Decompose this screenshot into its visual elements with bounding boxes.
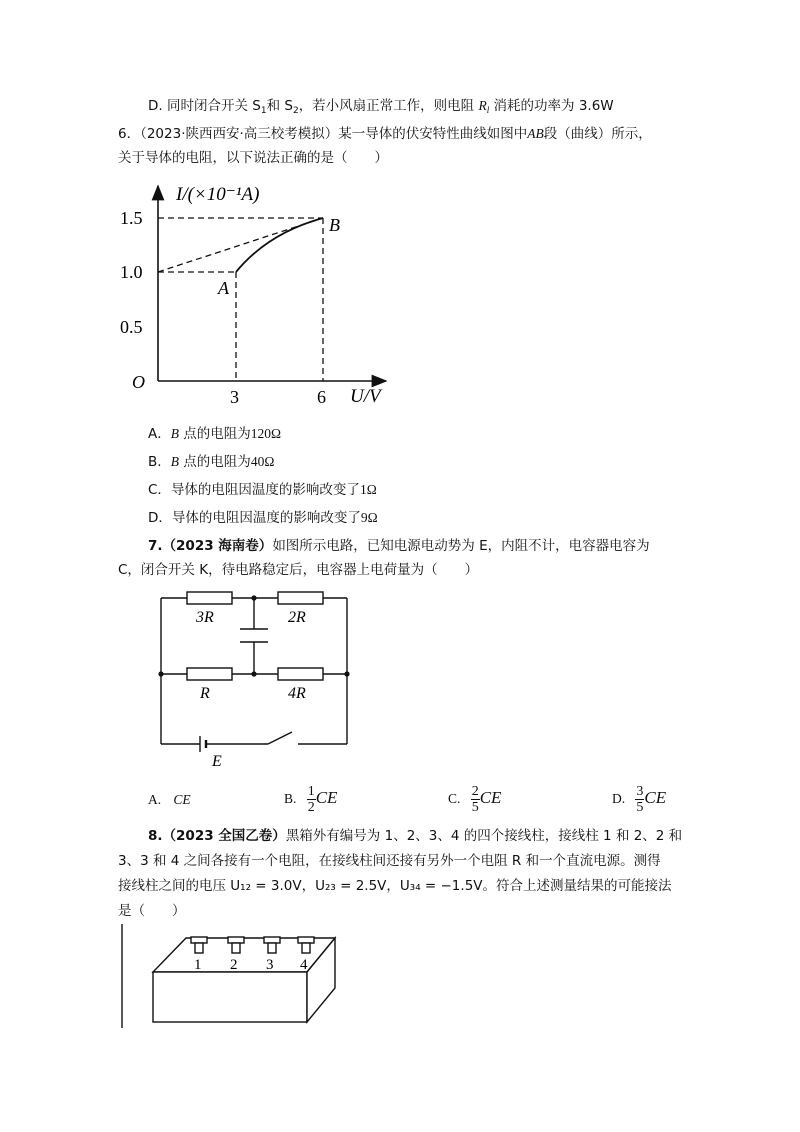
q7-option-c[interactable]: C. $\frac{2}{5}$ CE [448,783,502,815]
q6-stem-line1: 6．（2023·陕西西安·高三校考模拟）某一导体的伏安特性曲线如图中AB段（曲线）所示， [118,126,652,142]
q7-circuit-diagram [150,588,360,770]
black-box-diagram [120,920,360,1030]
q7-option-d[interactable]: D. $\frac{3}{5}$ CE [612,783,667,815]
q5-option-d: D. 同时闭合开关 $S_1$和 $S_2$，若小风扇正常工作，则电阻 $R_l$ 消耗的功率为 3.6W [148,98,614,116]
resistor-r-label: R [200,685,210,702]
terminal-label-1: 1 [194,957,202,973]
x-tick-6: 6 [317,387,326,407]
q8-stem-line4: 是（ ） [118,903,186,919]
q8-stem-line2: 3、3 和 4 之间各接有一个电阻，在接线柱间还接有另外一个电阻 R 和一个直流电源。测得 [118,853,661,869]
q6-option-d[interactable]: D．导体的电阻因温度的影响改变了9Ω [148,510,378,526]
q6-option-a[interactable]: A．B 点的电阻为120Ω [148,426,282,442]
q6-stem-line2: 关于导体的电阻，以下说法正确的是（ ） [118,150,388,166]
point-a-label: A [218,278,229,298]
terminal-label-2: 2 [230,957,238,973]
q7-option-b[interactable]: B. $\frac{1}{2}$ CE [284,783,338,815]
iv-curve-graph [118,178,398,410]
resistor-2r-label: 2R [288,609,306,626]
y-axis-label: I/(×10⁻¹A) [176,184,260,205]
origin-label: O [132,372,145,392]
x-tick-3: 3 [230,387,239,407]
terminal-label-4: 4 [300,957,308,973]
resistor-4r-label: 4R [288,685,306,702]
terminal-label-3: 3 [266,957,274,973]
q6-option-b[interactable]: B．B 点的电阻为40Ω [148,454,275,470]
q6-option-c[interactable]: C．导体的电阻因温度的影响改变了1Ω [148,482,377,498]
resistor-3r-label: 3R [196,609,214,626]
y-tick-1-0: 1.0 [120,262,143,282]
y-tick-0-5: 0.5 [120,317,143,337]
q7-stem-line1: 7.（2023 海南卷）如图所示电路，已知电源电动势为 E，内阻不计，电容器电容为 [148,538,650,554]
q8-stem-line1: 8.（2023 全国乙卷）黑箱外有编号为 1、2、3、4 的四个接线柱，接线柱 1 和 2、2 和 [148,828,683,844]
x-axis-label: U/V [350,386,381,407]
q8-stem-line3: 接线柱之间的电压 U₁₂ = 3.0V，U₂₃ = 2.5V，U₃₄ = −1.5V。符合上述测量结果的可能接法 [118,878,672,894]
point-b-label: B [329,215,340,235]
source-e-label: E [212,753,222,770]
q7-option-a[interactable]: A. CE [148,792,191,807]
curve-ab [236,218,323,272]
q7-stem-line2: C，闭合开关 K，待电路稳定后，电容器上电荷量为（ ） [118,562,479,578]
y-tick-1-5: 1.5 [120,208,143,228]
